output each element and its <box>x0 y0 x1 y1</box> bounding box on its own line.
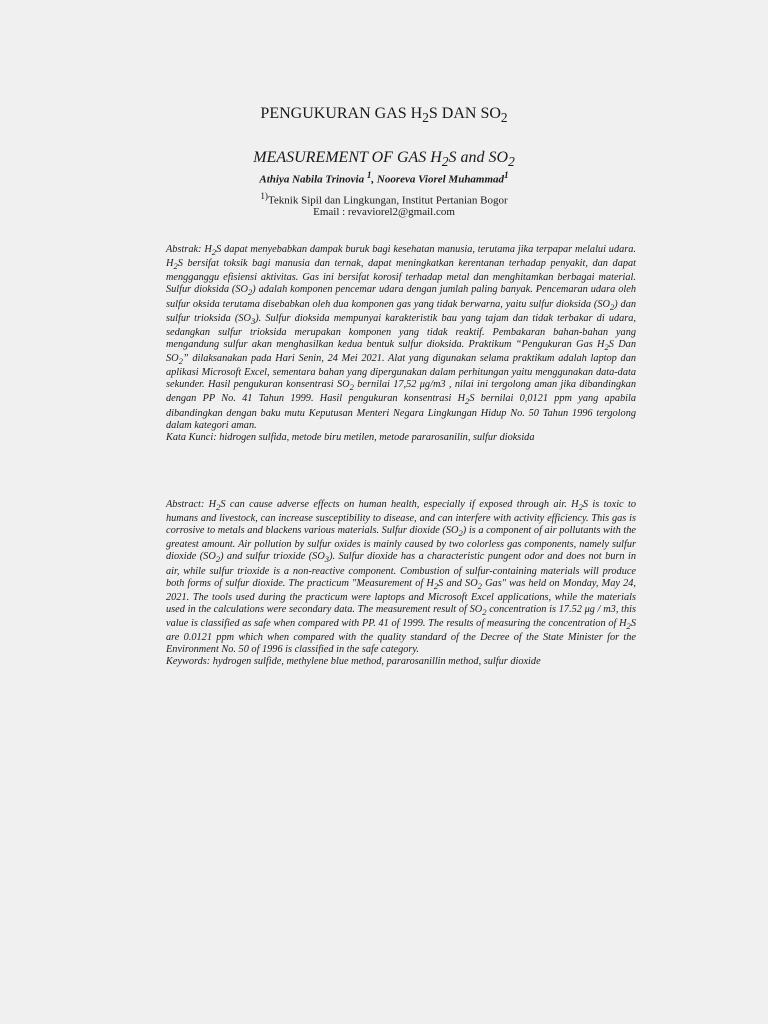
keywords-indonesian: Kata Kunci: hidrogen sulfida, metode biru metilen, metode pararosanilin, sulfur dioksida <box>166 431 535 443</box>
author-email: Email : revaviorel2@gmail.com <box>313 206 455 218</box>
author-list <box>0 169 768 187</box>
affiliation-mark: 1) <box>260 191 268 201</box>
subtitle-subscript: 2 <box>508 154 515 170</box>
author-name: Athiya Nabila Trinovia <box>259 173 367 186</box>
subtitle-text: S and SO <box>448 149 509 166</box>
title-text: S DAN SO <box>428 105 501 122</box>
abstract-paragraph: Abstract: $H_2S$ can cause adverse effects on human health, especially if exposed through air. $H_2S$ is toxic to humans and livestock, can increase susceptibility to disease, and can interfere with activity efficiency. This gas is corrosive to metals and blackens various materials. Sulfur dioxide $(SO_2)$ is a component of air pollutants with the greatest amount. Air pollution by sulfur oxides is mainly caused by two colorless gas components, namely sulfur dioxide $(SO_2)$ and sulfur trioxide $(SO_3)$. Sulfur dioxide has a characteristic pungent odor and does not burn in air, while sulfur trioxide is a non-reactive component. Combustion of sulfur-containing materials will produce both forms of sulfur dioxide. The practicum "Measurement of $H_2S$ and $SO_2$ Gas" was held on Monday, May 24, 2021. The tools used during the practicum were laptops and Microsoft Excel applications, while the materials used in the calculations were secondary data. The measurement result of $SO_2$ concentration is 17.52 μg / m3, this value is classified as safe when compared with PP. 41 of 1999. The results of measuring the concentration of $H_2S$ are 0.0121 ppm which when compared with the quality standard of the Decree of the State Minister for the Environment No. 50 of 1996 is classified in the safe category. <box>166 499 636 656</box>
keywords-english: Keywords: hydrogen sulfide, methylene blue method, pararosanillin method, sulfur dioxide <box>166 656 541 668</box>
subtitle-text: MEASUREMENT OF GAS H <box>253 149 442 166</box>
author-affil-mark: 1 <box>504 170 509 180</box>
paper-title <box>0 104 768 128</box>
abstract-english <box>166 499 636 669</box>
affiliation-text: Teknik Sipil dan Lingkungan, Institut Pertanian Bogor <box>267 194 508 207</box>
title-text: PENGUKURAN GAS H <box>260 105 423 122</box>
abstract-paragraph: Abstrak: $H_2S$ dapat menyebabkan dampak buruk bagi kesehatan manusia, terutama jika terpapar melalui udara. $H_2S$ bersifat toksik bagi manusia dan ternak, dapat meningkatkan kerentanan terhadap penyakit, dan dapat mengganggu efisiensi aktivitas. Gas ini bersifat korosif terhadap metal dan menghitamkan berbagai material. Sulfur dioksida $(SO_2)$ adalah komponen pencemar udara dengan jumlah paling banyak. Pencemaran udara oleh sulfur oksida terutama disebabkan oleh dua komponen gas yang tidak berwarna, yaitu sulfur dioksida $(SO_2)$ dan sulfur trioksida $(SO_3)$. Sulfur dioksida mempunyai karakteristik bau yang tajam dan tidak terbakar di udara, sedangkan sulfur trioksida merupakan komponen yang tidak reaktif. Pembakaran bahan-bahan yang mengandung sulfur akan menghasilkan kedua bentuk sulfur dioksida. Praktikum “Pengukuran Gas $H_2S$ Dan $SO_2$” dilaksanakan pada Hari Senin, 24 Mei 2021. Alat yang digunakan selama praktikum adalah laptop dan aplikasi Microsoft Excel, sementara bahan yang dipergunakan dalam perhitungan yaitu menggunakan data-data sekunder. Hasil pengukuran konsentrasi $SO_2$ bernilai 17,52 μg/m3 , nilai ini tergolong aman jika dibandingkan dengan PP No. 41 Tahun 1999. Hasil pengukuran konsentrasi $H_2S$ bernilai 0,0121 ppm yang apabila dibandingkan dengan baku mutu Keputusan Menteri Negara Lingkungan Hidup No. 50 Tahun 1996 tergolong dalam kategori aman. <box>166 244 637 431</box>
subtitle-subscript: 2 <box>441 154 449 170</box>
author-affil-mark: 1 <box>366 170 372 180</box>
author-name: , Nooreva Viorel Muhammad <box>371 173 505 186</box>
title-subscript: 2 <box>422 110 429 126</box>
abstract-indonesian <box>166 244 636 444</box>
title-subscript: 2 <box>500 110 508 126</box>
